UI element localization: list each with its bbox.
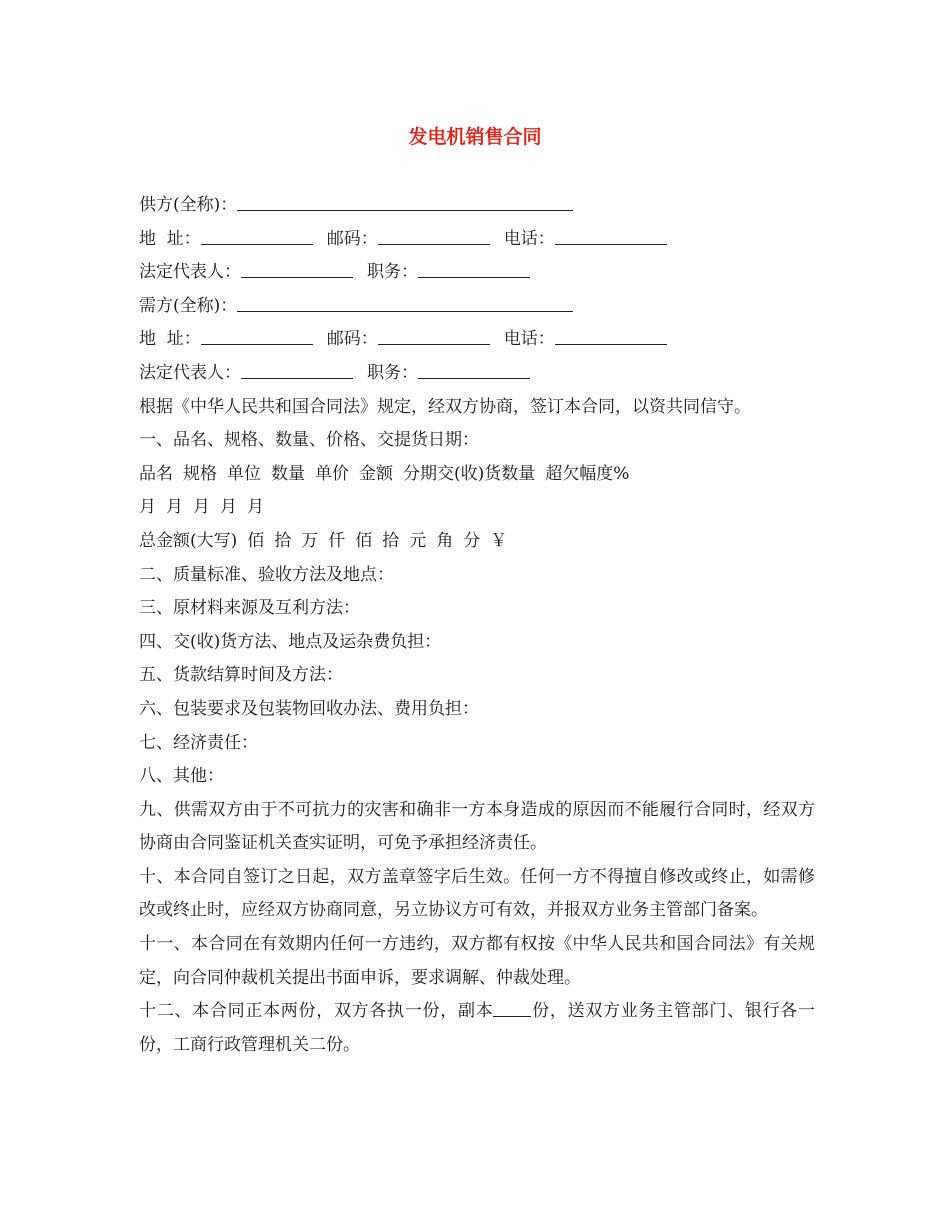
supplier-name-field[interactable] [237, 193, 573, 211]
clause-12 [139, 995, 815, 1062]
supplier-name-line [139, 189, 815, 223]
contract-body [139, 189, 815, 1062]
amount-unit: 万 [301, 530, 319, 551]
supplier-position-field[interactable] [418, 260, 530, 278]
buyer-phone-field[interactable] [555, 327, 667, 345]
supplier-address-line [139, 223, 815, 257]
table-header-cell: 数量 [271, 463, 305, 484]
buyer-legal-line [139, 357, 815, 391]
supplier-phone-label: 电话： [503, 228, 555, 249]
supplier-postcode-label: 邮码： [326, 228, 378, 249]
month-cell: 月 [193, 497, 210, 518]
table-header-row [139, 458, 815, 492]
month-cell: 月 [220, 497, 237, 518]
buyer-position-field[interactable] [418, 361, 530, 379]
amount-unit: 拾 [274, 530, 292, 551]
intro-text: 根据《中华人民共和国合同法》规定，经双方协商，签订本合同，以资共同信守。 [139, 396, 751, 417]
buyer-postcode-label: 邮码： [326, 329, 378, 350]
clause-2: 二、质量标准、验收方法及地点： [139, 564, 394, 585]
buyer-name-field[interactable] [237, 294, 573, 312]
amount-unit: 角 [436, 530, 454, 551]
total-amount-row [139, 525, 815, 559]
table-header-cell: 品名 [139, 463, 173, 484]
clause-6: 六、包装要求及包装物回收办法、费用负担： [139, 698, 479, 719]
amount-unit: 仟 [328, 530, 346, 551]
buyer-legal-label: 法定代表人： [139, 362, 241, 383]
buyer-name-label: 需方(全称)： [139, 295, 238, 316]
amount-unit: 元 [409, 530, 427, 551]
page-title: 发电机销售合同 [408, 126, 542, 148]
clause-9: 九、供需双方由于不可抗力的灾害和确非一方本身造成的原因而不能履行合同时，经双方协商由合同鉴证机关查实证明，可免予承担经济责任。 [139, 799, 815, 854]
clause-1: 一、品名、规格、数量、价格、交提货日期： [139, 430, 479, 451]
amount-unit: 分 [463, 530, 481, 551]
supplier-address-field[interactable] [201, 227, 313, 245]
clause-10: 十、本合同自签订之日起，双方盖章签字后生效。任何一方不得擅自修改或终止，如需修改或终止时，应经双方协商同意，另立协议方可有效，并报双方业务主管部门备案。 [139, 866, 815, 921]
clause-7: 七、经济责任： [139, 732, 258, 753]
supplier-address-label: 地 址： [139, 228, 201, 249]
buyer-address-line [139, 323, 815, 357]
months-row [139, 491, 815, 525]
table-header-cell: 规格 [183, 463, 217, 484]
total-amount-label: 总金额(大写) [139, 530, 238, 551]
supplier-legal-label: 法定代表人： [139, 262, 241, 283]
month-cell: 月 [139, 497, 156, 518]
amount-unit: 佰 [355, 530, 373, 551]
supplier-name-label: 供方(全称)： [139, 195, 238, 215]
clause-4: 四、交(收)货方法、地点及运杂费负担： [139, 631, 442, 652]
clause-12-text-a: 十二、本合同正本两份，双方各执一份，副本 [139, 1001, 494, 1022]
amount-unit: 佰 [247, 530, 265, 551]
buyer-phone-label: 电话： [503, 329, 555, 350]
yuan-symbol: ￥ [490, 530, 508, 551]
clause-12-text-b: 份，送双方业务主管部门、银行各一份，工商行政管理机关二份。 [139, 1001, 816, 1055]
supplier-legal-line [139, 256, 815, 290]
month-cell: 月 [247, 497, 264, 518]
buyer-address-field[interactable] [201, 327, 313, 345]
table-header-cell: 分期交(收)货数量 [403, 463, 536, 484]
table-header-cell: 单价 [315, 463, 349, 484]
amount-unit: 拾 [382, 530, 400, 551]
buyer-name-line [139, 290, 815, 324]
table-header-cell: 单位 [227, 463, 261, 484]
supplier-phone-field[interactable] [555, 227, 667, 245]
clause-5: 五、货款结算时间及方法： [139, 665, 343, 686]
supplier-legal-field[interactable] [241, 260, 353, 278]
table-header-cell: 金额 [359, 463, 393, 484]
buyer-postcode-field[interactable] [378, 327, 490, 345]
clause-3: 三、原材料来源及互利方法： [139, 598, 360, 619]
clause-11: 十一、本合同在有效期内任何一方违约，双方都有权按《中华人民共和国合同法》有关规定，向合同仲裁机关提出书面申诉，要求调解、仲裁处理。 [139, 934, 815, 988]
buyer-position-label: 职务： [367, 362, 418, 383]
buyer-address-label: 地 址： [139, 329, 201, 350]
supplier-position-label: 职务： [367, 262, 418, 283]
supplier-postcode-field[interactable] [378, 227, 490, 245]
buyer-legal-field[interactable] [241, 361, 353, 379]
table-header-cell: 超欠幅度% [545, 463, 630, 484]
clause-8: 八、其他： [139, 766, 224, 787]
month-cell: 月 [166, 497, 183, 518]
copies-blank-field[interactable] [493, 999, 531, 1017]
